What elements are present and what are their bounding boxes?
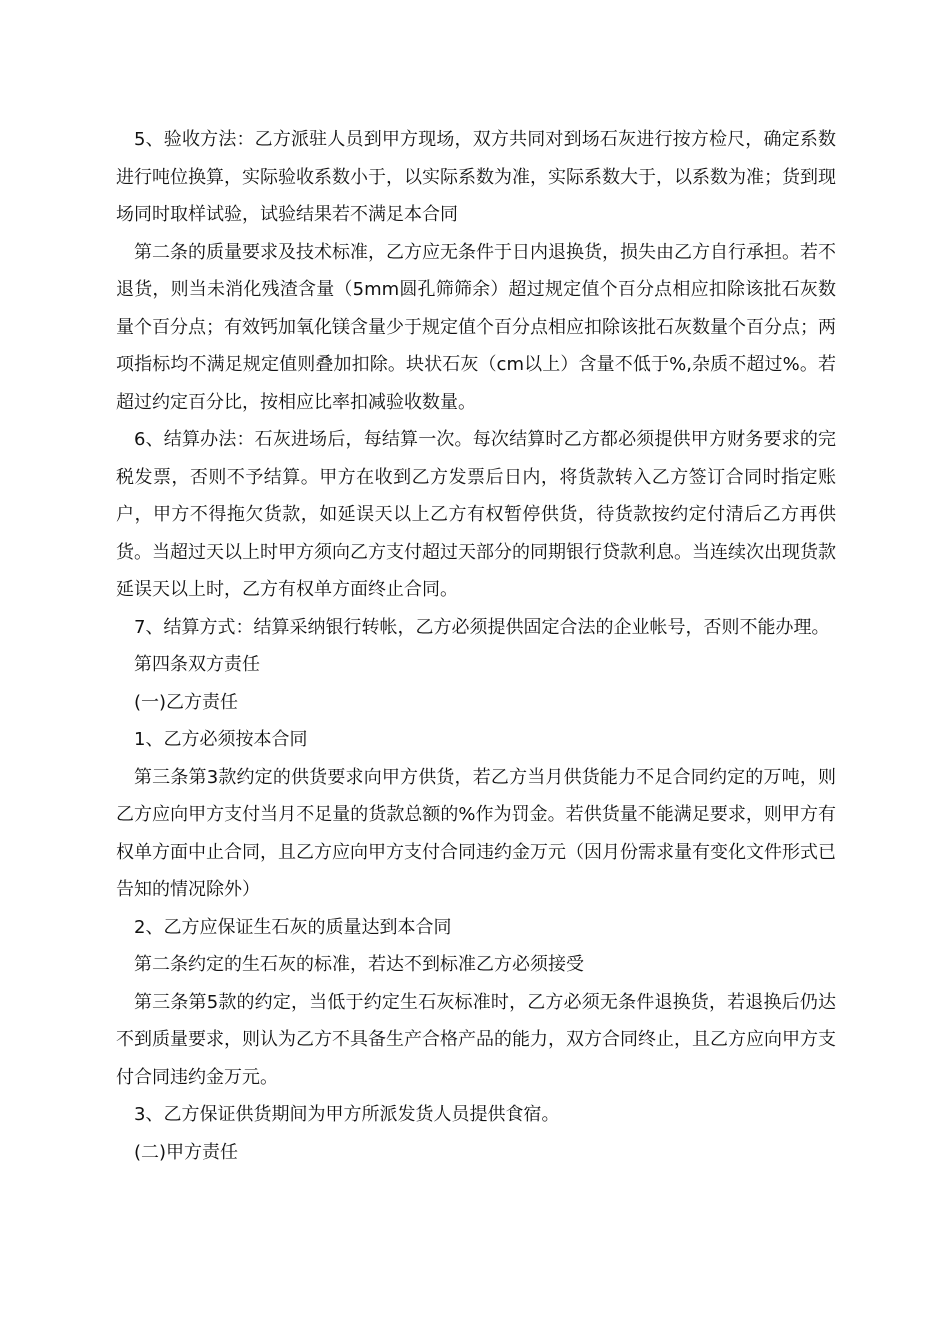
paragraph-return-exchange: 第三条第5款的约定，当低于约定生石灰标准时，乙方必须无条件退换货，若退换后仍达不到质量要求，则认为乙方不具备生产合格产品的能力，双方合同终止，且乙方应向甲方支付合同违约金万元。	[116, 991, 836, 1088]
paragraph-settlement-mode: 7、结算方式：结算采纳银行转帐，乙方必须提供固定合法的企业帐号，否则不能办理。	[134, 616, 830, 638]
paragraph-supply-requirement: 第三条第3款约定的供货要求向甲方供货，若乙方当月供货能力不足合同约定的万吨，则乙方应向甲方支付当月不足量的货款总额的%作为罚金。若供货量不能满足要求，则甲方有权单方面中止合同，且乙方应向甲方支付合同违约金万元（因月份需求量有变化文件形式已告知的情况除外）	[116, 766, 836, 900]
paragraph-quality-requirements: 第二条的质量要求及技术标准，乙方应无条件于日内退换货，损失由乙方自行承担。若不退货，则当未消化残渣含量（5mm圆孔筛筛余）超过规定值个百分点相应扣除该批石灰数量个百分点；有效钙加氧化镁含量少于规定值个百分点相应扣除该批石灰数量个百分点；两项指标均不满足规定值则叠加扣除。块状石灰（cm以上）含量不低于%,杂质不超过%。若超过约定百分比，按相应比率扣减验收数量。	[116, 241, 836, 413]
document-body	[116, 121, 836, 1171]
heading-party-b-responsibility: (一)乙方责任	[134, 691, 239, 713]
heading-article-four: 第四条双方责任	[134, 654, 260, 675]
heading-party-a-responsibility: (二)甲方责任	[134, 1141, 239, 1163]
paragraph-acceptance-method: 5、验收方法：乙方派驻人员到甲方现场，双方共同对到场石灰进行按方检尺，确定系数进行吨位换算，实际验收系数小于，以实际系数为准，实际系数大于，以系数为准；货到现场同时取样试验，试验结果若不满足本合同	[116, 129, 836, 225]
paragraph-party-b-item-2: 2、乙方应保证生石灰的质量达到本合同	[134, 916, 452, 938]
paragraph-party-b-item-3: 3、乙方保证供货期间为甲方所派发货人员提供食宿。	[134, 1104, 560, 1125]
paragraph-quicklime-standard: 第二条约定的生石灰的标准，若达不到标准乙方必须接受	[134, 954, 584, 975]
paragraph-settlement-method: 6、结算办法：石灰进场后，每结算一次。每次结算时乙方都必须提供甲方财务要求的完税发票，否则不予结算。甲方在收到乙方发票后日内，将货款转入乙方签订合同时指定账户，甲方不得拖欠货款，如延误天以上乙方有权暂停供货，待货款按约定付清后乙方再供货。当超过天以上时甲方须向乙方支付超过天部分的同期银行贷款利息。当连续次出现货款延误天以上时，乙方有权单方面终止合同。	[116, 429, 836, 600]
paragraph-party-b-item-1: 1、乙方必须按本合同	[134, 729, 308, 750]
